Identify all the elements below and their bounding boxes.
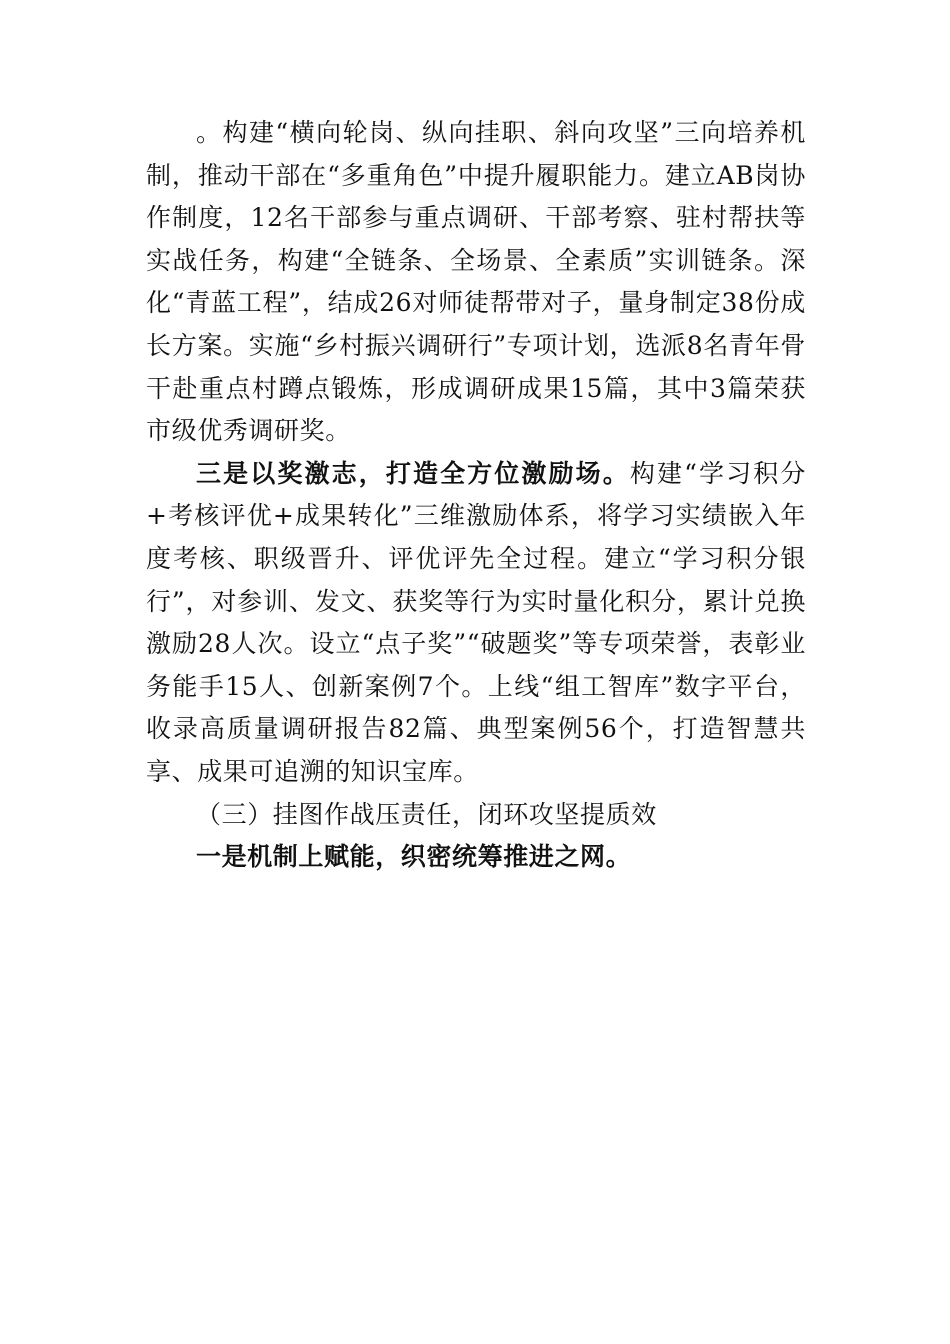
paragraph-text: 构建“学习积分+考核评优+成果转化”三维激励体系，将学习实绩嵌入年度考核、职级晋升、评优评先全过程。建立“学习积分银行”，对参训、发文、获奖等行为实时量化积分，累计兑换激励28人次。设立“点子奖”“破题奖”等专项荣誉，表彰业务能手15人、创新案例7个。上线“组工智库”数字平台，收录高质量调研报告82篇、典型案例56个，打造智慧共享、成果可追溯的知识宝库。 — [146, 458, 806, 786]
section-heading: （三）挂图作战压责任，闭环攻坚提质效 — [196, 799, 657, 829]
sub-heading: 一是机制上赋能，织密统筹推进之网。 — [196, 842, 632, 872]
paragraph-lead-bold: 三是以奖激志，打造全方位激励场。 — [196, 458, 630, 488]
paragraph-incentive — [146, 453, 806, 794]
document-body — [146, 112, 806, 879]
paragraph-training-mechanism — [146, 112, 806, 453]
paragraph-text: 。构建“横向轮岗、纵向挂职、斜向攻坚”三向培养机制，推动干部在“多重角色”中提升履职能力。建立AB岗协作制度，12名干部参与重点调研、干部考察、驻村帮扶等实战任务，构建“全链条、全场景、全素质”实训链条。深化“青蓝工程”，结成26对师徒帮带对子，量身制定38份成长方案。实施“乡村振兴调研行”专项计划，选派8名青年骨干赴重点村蹲点锻炼，形成调研成果15篇，其中3篇荣获市级优秀调研奖。 — [146, 118, 806, 446]
